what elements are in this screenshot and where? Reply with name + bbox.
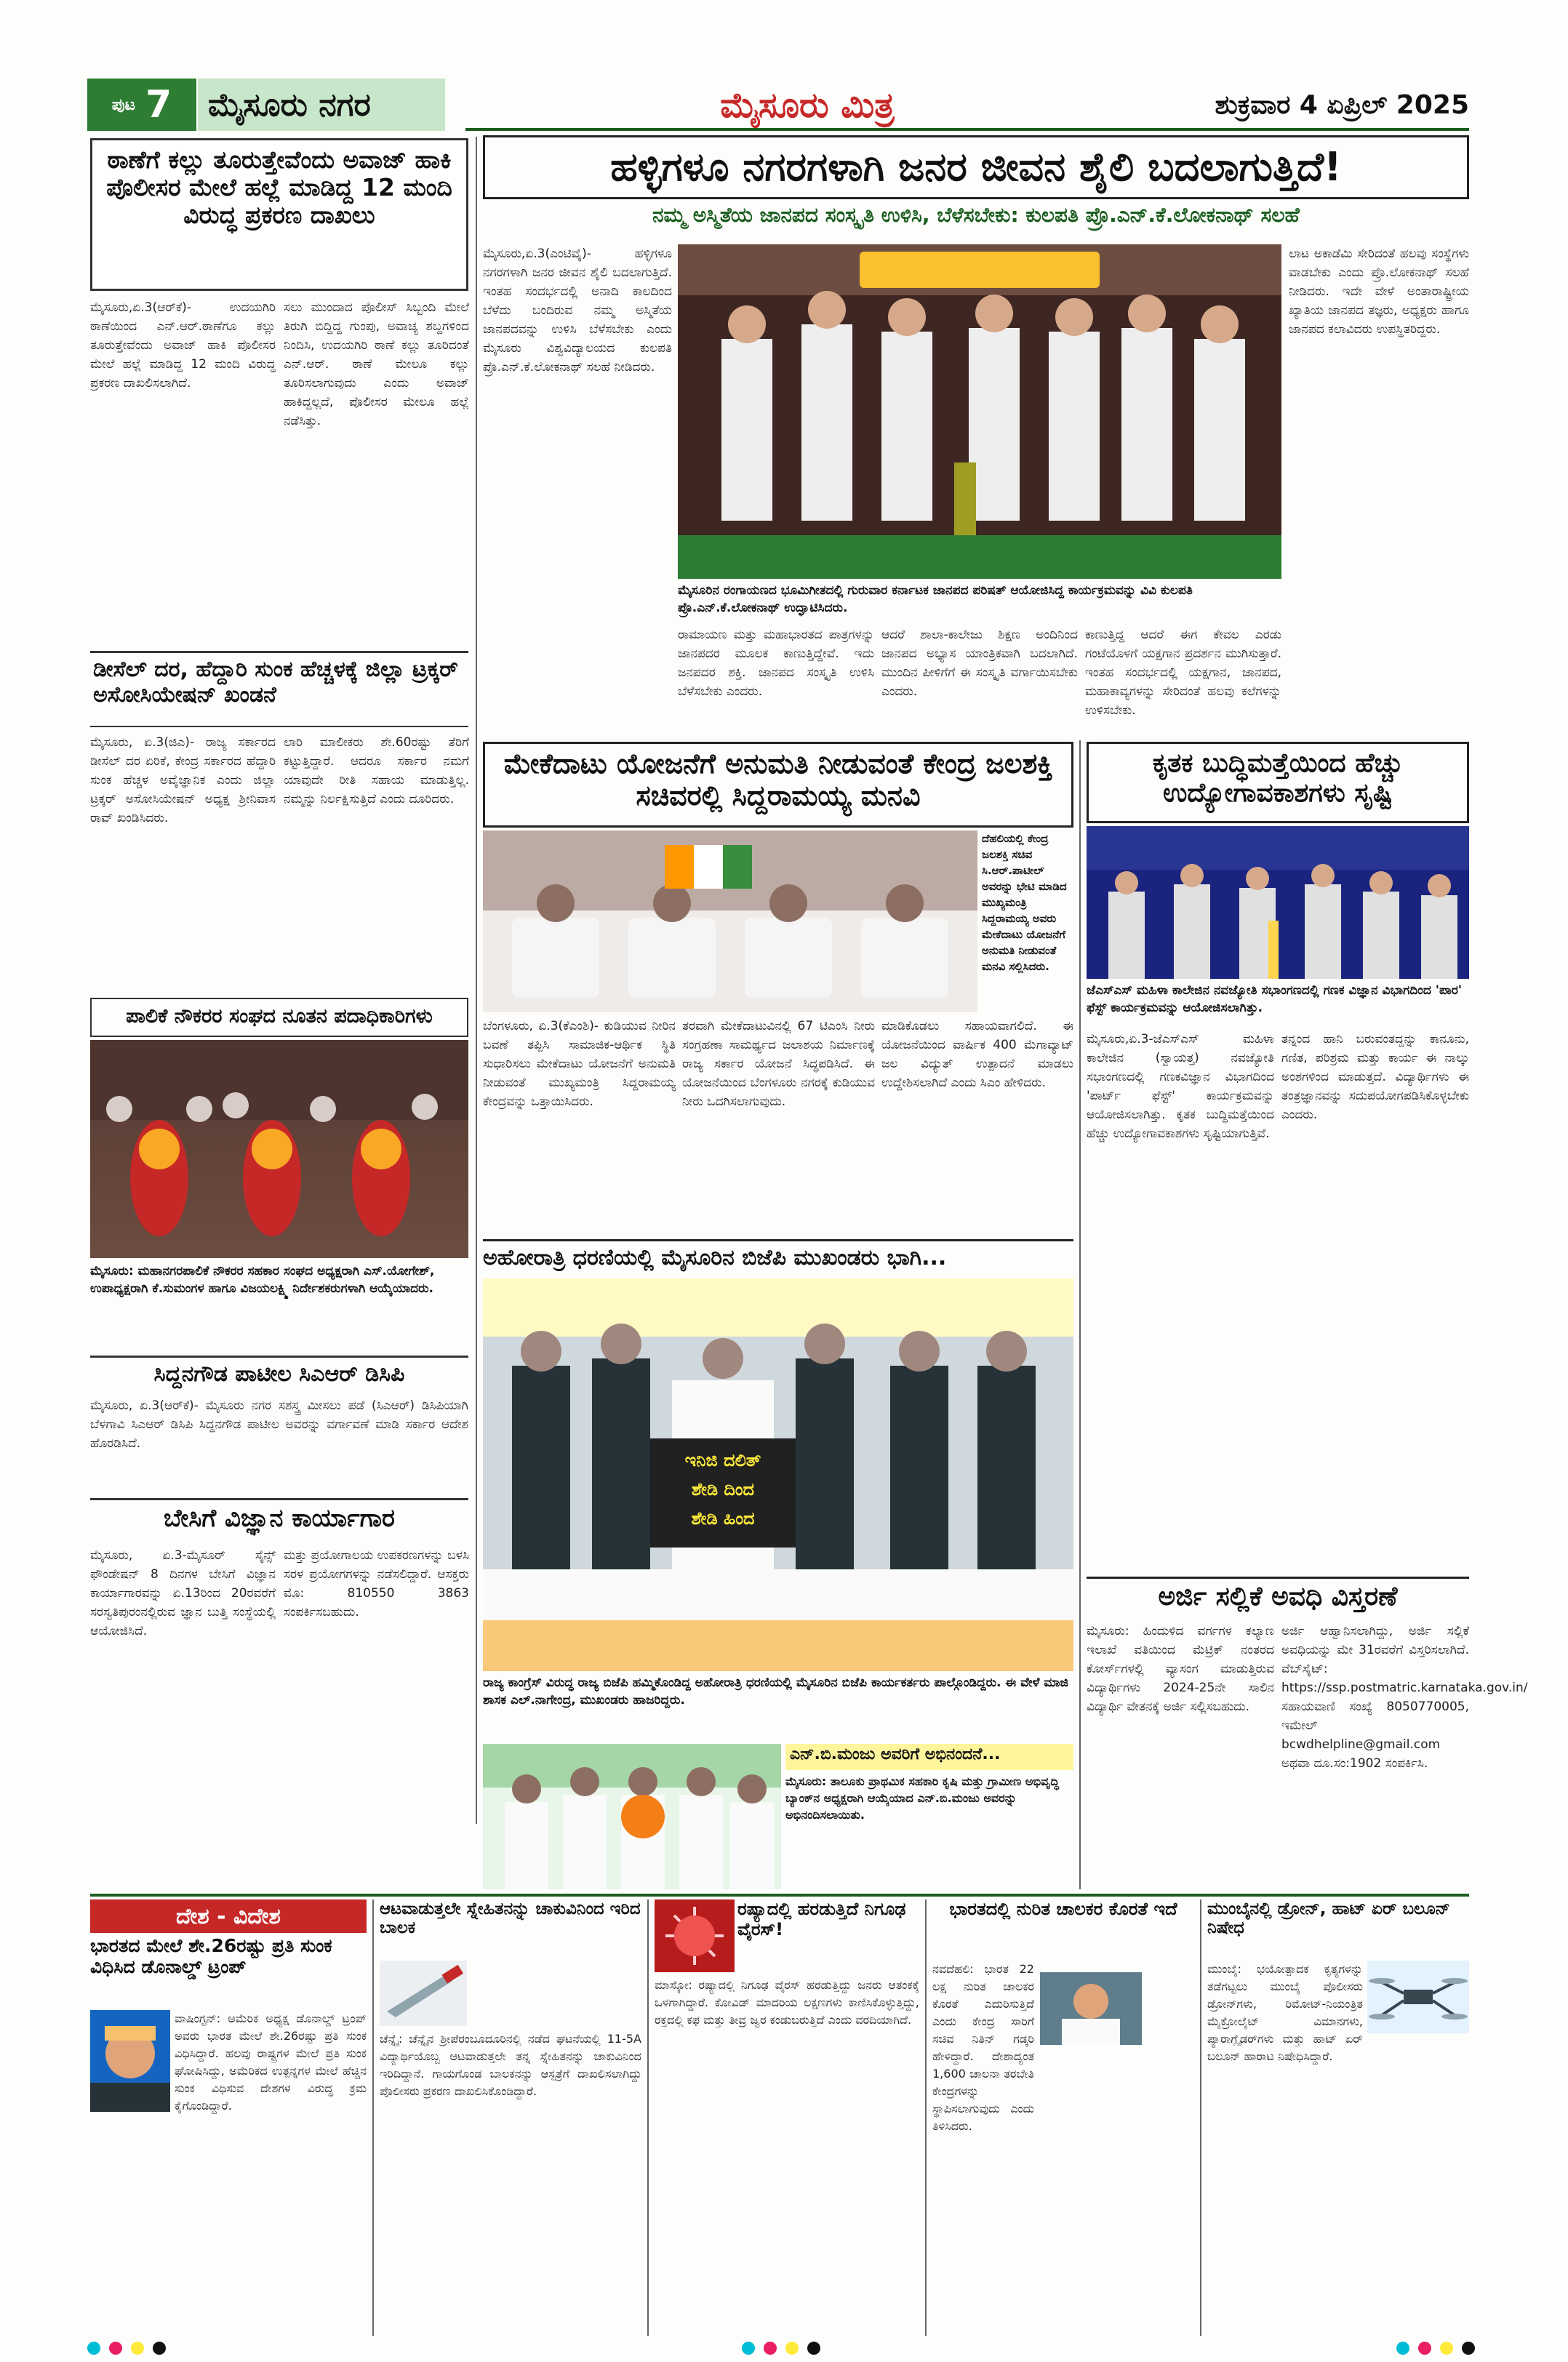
section-tag-nation-world: ದೇಶ - ವಿದೇಶ	[90, 1899, 367, 1933]
protest-banner-line1: ಇನಿಜಿ ದಲಿತ್	[684, 1450, 761, 1470]
column-rule-right	[1079, 740, 1081, 1889]
lead-headline-box	[483, 135, 1469, 199]
story9-caption: ಜೆಎಸ್‌ಎಸ್ ಮಹಿಳಾ ಕಾಲೇಜಿನ ನವಜ್ಯೋತಿ ಸಭಾಂಗಣದಲ್ಲಿ ಗಣಕ ವಿಜ್ಞಾನ ವಿಭಾಗದಿಂದ 'ಪಾರ' ಫೆಸ್ಟ್ ಕಾರ್ಯಕ್ರಮವನ್ನು ಆಯೋಜಿಸಲಾಗಿತ್ತು.	[1087, 983, 1463, 1015]
drone-image	[1367, 1961, 1469, 2033]
story9-body-b: ತನ್ನಂದ ಹಾನಿ ಬರುವಂತದ್ದನ್ನು ಕಾನೂನು, ಗಣಿತ, ಪರಿಶ್ರಮ ಮತ್ತು ಕಾರ್ಯ ಈ ನಾಲ್ಕು ಅಂಶಗಳಿಂದ ಮಾಡುತ್ತದೆ. ವಿದ್ಯಾರ್ಥಿಗಳು ಈ ತಂತ್ರಜ್ಞಾನವನ್ನು ಸದುಪಯೋಗಪಡಿಸಿಕೊಳ್ಳಬೇಕು ಎಂದರು.	[1281, 1032, 1469, 1122]
story5-body-a: ಮೈಸೂರು, ಏ.3-ಮೈಸೂರ್ ಸೈನ್ಸ್ ಫೌಂಡೇಷನ್ 8 ದಿನಗಳ ಬೇಸಿಗೆ ವಿಜ್ಞಾನ ಕಾರ್ಯಾಗಾರವನ್ನು ಏ.13ರಿಂದ 20ರವರೆಗೆ ಸರಸ್ವತಿಪುರಂನಲ್ಲಿರುವ ಜ್ಞಾನ ಬುತ್ತಿ ಸಂಸ್ಥೆಯಲ್ಲಿ ಆಯೋಜಿಸಿದೆ.	[90, 1548, 276, 1638]
b2-headline: ಆಟವಾಡುತ್ತಲೇ ಸ್ನೇಹಿತನನ್ನು ಚಾಕುವಿನಿಂದ ಇರಿದ ಬಾಲಕ	[380, 1899, 641, 1938]
bottom-rule-4	[1200, 1899, 1201, 2336]
story4-body: ಮೈಸೂರು, ಏ.3(ಆರ್‌ಕೆ)- ಮೈಸೂರು ನಗರ ಸಶಸ್ತ್ರ ಮೀಸಲು ಪಡೆ (ಸಿಎಆರ್) ಡಿಸಿಪಿಯಾಗಿ ಬೆಳಗಾವಿ ಸಿಎಆರ್ ಡಿಸಿಪಿ ಸಿದ್ದನಗೌಡ ಪಾಟೀಲ ಅವರನ್ನು ವರ್ಗಾವಣೆ ಮಾಡಿ ಸರ್ಕಾರ ಆದೇಶ ಹೊರಡಿಸಿದೆ.	[90, 1398, 468, 1451]
story7-headline-box	[483, 1239, 1073, 1276]
lead-body-col3: ಆದರೆ ಶಾಲಾ-ಕಾಲೇಜು ಶಿಕ್ಷಣ ಅಂದಿನಿಂದ ಜಾನಪದ ಅಭ್ಯಾಸ ಯಾಂತ್ರಿಕವಾಗಿ ಬದಲಾಗಿದೆ. ಮುಂದಿನ ಪೀಳಿಗೆಗೆ ಈ ಸಂಸ್ಕೃತಿ ವರ್ಗಾಯಿಸಬೇಕು ಎಂದರು.	[881, 628, 1078, 699]
story1-body-b: ಸಲು ಮುಂದಾದ ಪೊಲೀಸ್ ಸಿಬ್ಬಂದಿ ಮೇಲೆ ತಿರುಗಿ ಬಿದ್ದಿದ್ದ ಗುಂಪು, ಅವಾಚ್ಯ ಶಬ್ದಗಳಿಂದ ನಿಂದಿಸಿ, ಉದಯಗಿರಿ ಠಾಣೆ ಕಲ್ಲು ತೂರಿದಂತೆ ಎನ್.ಆರ್. ಠಾಣೆ ಮೇಲೂ ಕಲ್ಲು ತೂರಿಸಲಾಗುವುದು ಎಂದು ಅವಾಜ್ ಹಾಕಿದ್ದಲ್ಲದೆ, ಪೊಲೀಸರ ಮೇಲೂ ಹಲ್ಲೆ ನಡೆಸಿತ್ತು.	[284, 300, 469, 428]
registration-dots-center	[742, 2342, 820, 2355]
lead-body-col4: ಕಾಣುತ್ತಿದ್ದ ಆದರೆ ಈಗ ಕೇವಲ ಎರಡು ಗಂಟೆಯೊಳಗೆ ಯಕ್ಷಗಾನ ಪ್ರದರ್ಶನ ಮುಗಿಸುತ್ತಾರೆ. ಇಂತಹ ಸಂದರ್ಭದಲ್ಲಿ ಯಕ್ಷಗಾನ, ಜಾನಪದ, ಮಹಾಕಾವ್ಯಗಳನ್ನು ಸೇರಿದಂತೆ ಹಲವು ಕಲೆಗಳನ್ನು ಉಳಿಸಬೇಕು.	[1085, 628, 1281, 718]
story4-headline: ಸಿದ್ದನಗೌಡ ಪಾಟೀಲ ಸಿಎಆರ್ ಡಿಸಿಪಿ	[153, 1361, 405, 1387]
protest-banner-line3: ಶೇಡಿ ಹಿಂದ	[691, 1508, 755, 1529]
b1-headline: ಭಾರತದ ಮೇಲೆ ಶೇ.26ರಷ್ಟು ಪ್ರತಿ ಸುಂಕ ವಿಧಿಸಿದ ಡೊನಾಲ್ಡ್ ಟ್ರಂಪ್	[90, 1935, 332, 1977]
knife-image	[380, 1961, 467, 2026]
story1-body-a: ಮೈಸೂರು,ಏ.3(ಆರ್‌ಕೆ)- ಉದಯಗಿರಿ ಠಾಣೆಯಿಂದ ಎನ್.ಆರ್.ಠಾಣೆಗೂ ಕಲ್ಲು ತೂರುತ್ತೇವೆಂದು ಅವಾಜ್ ಹಾಕಿ ಪೊಲೀಸರ ಮೇಲೆ ಹಲ್ಲೆ ಮಾಡಿದ್ದ 12 ಮಂದಿ ವಿರುದ್ಧ ಪ್ರಕರಣ ದಾಖಲಿಸಲಾಗಿದೆ.	[90, 300, 276, 391]
story10-body-b: ಅರ್ಜಿ ಆಹ್ವಾನಿಸಲಾಗಿದ್ದು, ಅರ್ಜಿ ಸಲ್ಲಿಕೆ ಅವಧಿಯನ್ನು ಮೇ 31ರವರೆಗೆ ವಿಸ್ತರಿಸಲಾಗಿದೆ. ವೆಬ್‌ಸೈಟ್: https://ssp.postmatric.karnataka.gov.in/ ಸಹಾಯವಾಣಿ ಸಂಖ್ಯೆ 8050770005, ಇಮೇಲ್ bcwdhelpline@gmail.com ಅಥವಾ ದೂ.ಸಂ:1902 ಸಂಪರ್ಕಿಸಿ.	[1281, 1624, 1528, 1771]
b5-headline-box	[1207, 1899, 1469, 1958]
story8-headline-box	[785, 1744, 1073, 1770]
mekedatu-meeting-photo	[483, 830, 977, 1012]
trump-portrait	[90, 2010, 170, 2112]
registration-dots-left	[87, 2342, 166, 2355]
story9-headline-box	[1087, 742, 1469, 823]
story10-headline: ಅರ್ಜಿ ಸಲ್ಲಿಕೆ ಅವಧಿ ವಿಸ್ತರಣೆ	[1158, 1582, 1398, 1612]
story7-caption: ರಾಜ್ಯ ಕಾಂಗ್ರೆಸ್ ವಿರುದ್ಧ ರಾಜ್ಯ ಬಿಜೆಪಿ ಹಮ್ಮಿಕೊಂಡಿದ್ದ ಅಹೋರಾತ್ರಿ ಧರಣಿಯಲ್ಲಿ ಮೈಸೂರಿನ ಬಿಜೆಪಿ ಕಾರ್ಯಕರ್ತರು ಪಾಲ್ಗೊಂಡಿದ್ದರು. ಈ ವೇಳೆ ಮಾಜಿ ಶಾಸಕ ಎಲ್.ನಾಗೇಂದ್ರ, ಮುಖಂಡರು ಹಾಜರಿದ್ದರು.	[483, 1676, 1068, 1708]
b2-headline-box	[380, 1899, 641, 1958]
story6-side-caption: ದೆಹಲಿಯಲ್ಲಿ ಕೇಂದ್ರ ಜಲಶಕ್ತಿ ಸಚಿವ ಸಿ.ಆರ್.ಪಾಟೀಲ್ ಅವರನ್ನು ಭೇಟಿ ಮಾಡಿದ ಮುಖ್ಯಮಂತ್ರಿ ಸಿದ್ದರಾಮಯ್ಯ ಅವರು ಮೇಕೆದಾಟು ಯೋಜನೆಗೆ ಅನುಮತಿ ನೀಡುವಂತೆ ಮನವಿ ಸಲ್ಲಿಸಿದರು.	[982, 832, 1067, 973]
story6-headline: ಮೇಕೆದಾಟು ಯೋಜನೆಗೆ ಅನುಮತಿ ನೀಡುವಂತೆ ಕೇಂದ್ರ ಜಲಶಕ್ತಿ ಸಚಿವರಲ್ಲಿ ಸಿದ್ದರಾಮಯ್ಯ ಮನವಿ	[503, 748, 1053, 812]
virus-image	[655, 1899, 735, 1972]
story10-body-a: ಮೈಸೂರು: ಹಿಂದುಳಿದ ವರ್ಗಗಳ ಕಲ್ಯಾಣ ಇಲಾಖೆ ವತಿಯಿಂದ ಮೆಟ್ರಿಕ್ ನಂತರದ ಕೋರ್ಸ್‌ಗಳಲ್ಲಿ ವ್ಯಾಸಂಗ ಮಾಡುತ್ತಿರುವ ವಿದ್ಯಾರ್ಥಿಗಳು 2024-25ನೇ ಸಾಲಿನ ವಿದ್ಯಾರ್ಥಿ ವೇತನಕ್ಕೆ ಅರ್ಜಿ ಸಲ್ಲಿಸಬಹುದು.	[1087, 1624, 1274, 1714]
story4-headline-box	[90, 1356, 468, 1395]
bottom-rule-3	[925, 1899, 927, 2336]
page-number: 7	[145, 83, 172, 127]
b3-headline-box	[737, 1899, 919, 1972]
story6-body-b: ತರವಾಗಿ ಮೇಕೆದಾಟುವಿನಲ್ಲಿ 67 ಟಿಎಂಸಿ ನೀರು ಸಂಗ್ರಹಣಾ ಸಾಮರ್ಥ್ಯದ ಜಲಾಶಯ ನಿರ್ಮಾಣಕ್ಕೆ ರಾಜ್ಯ ಸರ್ಕಾರ ಯೋಜನೆ ಸಿದ್ಧಪಡಿಸಿದೆ. ಈ ಯೋಜನೆಯಿಂದ ಬೆಂಗಳೂರು ನಗರಕ್ಕೆ ಕುಡಿಯುವ ನೀರು ಒದಗಿಸಲಾಗುವುದು.	[682, 1019, 875, 1109]
story5-headline: ಬೇಸಿಗೆ ವಿಜ್ಞಾನ ಕಾರ್ಯಾಗಾರ	[164, 1504, 395, 1533]
lead-subhead-box	[483, 204, 1469, 240]
story7-headline: ಅಹೋರಾತ್ರಿ ಧರಣಿಯಲ್ಲಿ ಮೈಸೂರಿನ ಬಿಜೆಪಿ ಮುಖಂಡರು ಭಾಗಿ...	[483, 1245, 947, 1270]
header-rule	[465, 128, 1469, 131]
gadkari-photo	[1040, 1972, 1142, 2045]
story1-headline-box	[90, 138, 468, 291]
lead-body-col2: ರಾಮಾಯಣ ಮತ್ತು ಮಹಾಭಾರತದ ಪಾತ್ರಗಳನ್ನು ಜಾನಪದರ ಮೂಲಕ ಕಾಣುತ್ತಿದ್ದೇವೆ. ಇದು ಜನಪದರ ಶಕ್ತಿ. ಜಾನಪದ ಸಂಸ್ಕೃತಿ ಉಳಿಸಿ ಬೆಳೆಸಬೇಕು ಎಂದರು.	[678, 628, 874, 699]
b5-body: ಮುಂಬೈ: ಭಯೋತ್ಪಾದಕ ಕೃತ್ಯಗಳನ್ನು ತಡೆಗಟ್ಟಲು ಮುಂಬೈ ಪೊಲೀಸರು ಡ್ರೋನ್‌ಗಳು, ರಿಮೋಟ್-ನಿಯಂತ್ರಿತ ಮೈಕ್ರೋಲೈಟ್ ವಿಮಾನಗಳು, ಪ್ಯಾರಾಗ್ಲೈಡರ್‌ಗಳು ಮತ್ತು ಹಾಟ್ ಏರ್ ಬಲೂನ್ ಹಾರಾಟ ನಿಷೇಧಿಸಿದ್ದಾರೆ.	[1207, 1962, 1363, 2063]
story3-headline-box	[90, 998, 468, 1037]
bottom-rule-2	[647, 1899, 649, 2336]
protest-banner-line2: ಶೇಡಿ ದಿಂದ	[691, 1479, 755, 1500]
story2-body-b: ಲಾರಿ ಮಾಲೀಕರು ಶೇ.60ರಷ್ಟು ತೆರಿಗೆ ಕಟ್ಟುತ್ತಿದ್ದಾರೆ. ಆದರೂ ಸರ್ಕಾರ ನಮಗೆ ಯಾವುದೇ ರೀತಿ ಸಹಾಯ ಮಾಡುತ್ತಿಲ್ಲ. ನಮ್ಮನ್ನು ನಿರ್ಲಕ್ಷಿಸುತ್ತಿದೆ ಎಂದು ದೂರಿದರು.	[284, 735, 469, 806]
b1-body: ವಾಷಿಂಗ್ಟನ್: ಅಮೆರಿಕ ಅಧ್ಯಕ್ಷ ಡೊನಾಲ್ಡ್ ಟ್ರಂಪ್ ಅವರು ಭಾರತ ಮೇಲೆ ಶೇ.26ರಷ್ಟು ಪ್ರತಿ ಸುಂಕ ವಿಧಿಸಿದ್ದಾರೆ. ಹಲವು ರಾಷ್ಟ್ರಗಳ ಮೇಲೆ ಪ್ರತಿ ಸುಂಕ ಘೋಷಿಸಿದ್ದು, ಅಮೆರಿಕದ ಉತ್ಪನ್ನಗಳ ಮೇಲೆ ಹೆಚ್ಚಿನ ಸುಂಕ ವಿಧಿಸುವ ದೇಶಗಳ ವಿರುದ್ಧ ಕ್ರಮ ಕೈಗೊಂಡಿದ್ದಾರೆ.	[175, 2011, 367, 2113]
b4-body: ನವದೆಹಲಿ: ಭಾರತ 22 ಲಕ್ಷ ನುರಿತ ಚಾಲಕರ ಕೊರತೆ ಎದುರಿಸುತ್ತಿದೆ ಎಂದು ಕೇಂದ್ರ ಸಾರಿಗೆ ಸಚಿವ ನಿತಿನ್ ಗಡ್ಕರಿ ಹೇಳಿದ್ದಾರೆ. ದೇಶಾದ್ಯಂತ 1,600 ಚಾಲನಾ ತರಬೇತಿ ಕೇಂದ್ರಗಳನ್ನು ಸ್ಥಾಪಿಸಲಾಗುವುದು ಎಂದು ತಿಳಿಸಿದರು.	[932, 1962, 1034, 2133]
section-name: ಮೈಸೂರು ನಗರ	[198, 79, 445, 131]
protest-banner	[657, 1446, 788, 1540]
b3-headline: ರಷ್ಯಾದಲ್ಲಿ ಹರಡುತ್ತಿದೆ ನಿಗೂಢ ವೈರಸ್!	[737, 1899, 906, 1939]
column-rule-left	[476, 137, 477, 1824]
b1-headline-box	[90, 1936, 367, 2009]
story3-caption: ಮೈಸೂರು: ಮಹಾನಗರಪಾಲಿಕೆ ನೌಕರರ ಸಹಕಾರ ಸಂಘದ ಅಧ್ಯಕ್ಷರಾಗಿ ಎಸ್.ಯೋಗೇಶ್, ಉಪಾಧ್ಯಕ್ಷರಾಗಿ ಕೆ.ಸುಮಂಗಳ ಹಾಗೂ ವಿಜಯಲಕ್ಷ್ಮಿ ನಿರ್ದೇಶಕರುಗಳಾಗಿ ಆಯ್ಕೆಯಾದರು.	[90, 1264, 435, 1296]
lead-headline: ಹಳ್ಳಿಗಳೂ ನಗರಗಳಾಗಿ ಜನರ ಜೀವನ ಶೈಲಿ ಬದಲಾಗುತ್ತಿದೆ!	[610, 143, 1342, 190]
story9-headline: ಕೃತಕ ಬುದ್ಧಿಮತ್ತೆಯಿಂದ ಹೆಚ್ಚು ಉದ್ಯೋಗಾವಕಾಶಗಳು ಸೃಷ್ಟಿ	[1152, 748, 1404, 809]
lead-body-col5: ಲಾಟ ಅಕಾಡೆಮಿ ಸೇರಿದಂತೆ ಹಲವು ಸಂಸ್ಥೆಗಳು ವಾಡಬೇಕು ಎಂದು ಪ್ರೊ.ಲೋಕನಾಥ್ ಸಲಹೆ ನೀಡಿದರು. ಇದೇ ವೇಳೆ ಅಂತಾರಾಷ್ಟ್ರೀಯ ಖ್ಯಾತಿಯ ಜಾನಪದ ತಜ್ಞರು, ಅಧ್ಯಕ್ಷರು ಹಾಗೂ ಜಾನಪದ ಕಲಾವಿದರು ಉಪಸ್ಥಿತರಿದ್ದರು.	[1289, 247, 1469, 337]
lead-photo-caption: ಮೈಸೂರಿನ ರಂಗಾಯಣದ ಭೂಮಿಗೀತದಲ್ಲಿ ಗುರುವಾರ ಕರ್ನಾಟಕ ಜಾನಪದ ಪರಿಷತ್ ಆಯೋಜಿಸಿದ್ದ ಕಾರ್ಯಕ್ರಮವನ್ನು ವಿವಿ ಕುಲಪತಿ ಪ್ರೊ.ಎನ್.ಕೆ.ಲೋಕನಾಥ್ ಉದ್ಘಾಟಿಸಿದರು.	[678, 583, 1193, 615]
story1-headline: ಠಾಣೆಗೆ ಕಲ್ಲು ತೂರುತ್ತೇವೆಂದು ಅವಾಜ್ ಹಾಕಿ ಪೊಲೀಸರ ಮೇಲೆ ಹಲ್ಲೆ ಮಾಡಿದ್ದ 12 ಮಂದಿ ವಿರುದ್ಧ ಪ್ರಕರಣ ದಾಖಲು	[106, 145, 452, 229]
page-number-badge	[87, 79, 196, 131]
story9-body-a: ಮೈಸೂರು,ಏ.3-ಜೆಎಸ್‌ಎಸ್ ಮಹಿಳಾ ಕಾಲೇಜಿನ (ಸ್ವಾಯತ್ತ) ನವಜ್ಯೋತಿ ಸಭಾಂಗಣದಲ್ಲಿ ಗಣಕವಿಜ್ಞಾನ ವಿಭಾಗದಿಂದ 'ಪಾರ್ಟ್ ಫೆಸ್ಟ್' ಕಾರ್ಯಕ್ರಮವನ್ನು ಆಯೋಜಿಸಲಾಗಿತ್ತು. ಕೃತಕ ಬುದ್ಧಿಮತ್ತೆಯಿಂದ ಹೆಚ್ಚು ಉದ್ಯೋಗಾವಕಾಶಗಳು ಸೃಷ್ಟಿಯಾಗುತ್ತಿವೆ.	[1087, 1032, 1274, 1141]
story5-body-b: ಮತ್ತು ಪ್ರಯೋಗಾಲಯ ಉಪಕರಣಗಳನ್ನು ಬಳಸಿ ಸರಳ ಪ್ರಯೋಗಗಳನ್ನು ನಡೆಸಲಿದ್ದಾರೆ. ಆಸಕ್ತರು ಮೊ: 810550 3863 ಸಂಪರ್ಕಿಸಬಹುದು.	[284, 1548, 469, 1620]
story2-headline: ಡೀಸೆಲ್ ದರ, ಹೆದ್ದಾರಿ ಸುಂಕ ಹೆಚ್ಚಳಕ್ಕೆ ಜಿಲ್ಲಾ ಟ್ರಕ್ಕರ್ ಅಸೋಸಿಯೇಷನ್ ಖಂಡನೆ	[93, 657, 458, 708]
registration-dots-right	[1396, 2342, 1475, 2355]
story8-caption: ಮೈಸೂರು: ತಾಲೂಕು ಪ್ರಾಥಮಿಕ ಸಹಕಾರಿ ಕೃಷಿ ಮತ್ತು ಗ್ರಾಮೀಣ ಅಭಿವೃದ್ಧಿ ಬ್ಯಾಂಕ್‌ನ ಅಧ್ಯಕ್ಷರಾಗಿ ಆಯ್ಕೆಯಾದ ಎನ್.ಬಿ.ಮಂಜು ಅವರನ್ನು ಅಭಿನಂದಿಸಲಾಯಿತು.	[785, 1774, 1059, 1822]
lead-body-col1: ಮೈಸೂರು,ಏ.3(ಎಂಟಿವೈ)- ಹಳ್ಳಿಗಳೂ ನಗರಗಳಾಗಿ ಜನರ ಜೀವನ ಶೈಲಿ ಬದಲಾಗುತ್ತಿದೆ. ಇಂತಹ ಸಂದರ್ಭದಲ್ಲಿ ಅನಾದಿ ಕಾಲದಿಂದ ಬೆಳೆದು ಬಂದಿರುವ ನಮ್ಮ ಅಸ್ಮಿತೆಯ ಜಾನಪದವನ್ನು ಉಳಿಸಿ ಬೆಳೆಸಬೇಕು ಎಂದು ಮೈಸೂರು ವಿಶ್ವವಿದ್ಯಾಲಯದ ಕುಲಪತಿ ಪ್ರೊ.ಎನ್.ಕೆ.ಲೋಕನಾಥ್ ಸಲಹೆ ನೀಡಿದರು.	[483, 247, 672, 375]
b2-body: ಚೆನ್ನೈ: ಚೆನ್ನೈನ ಶ್ರೀಪೆರಂಬೂದೂರಿನಲ್ಲಿ ನಡೆದ ಘಟನೆಯಲ್ಲಿ 11-5A ವಿದ್ಯಾರ್ಥಿಯೊಬ್ಬ ಆಟವಾಡುತ್ತಲೇ ತನ್ನ ಸ್ನೇಹಿತನನ್ನು ಚಾಕುವಿನಿಂದ ಇರಿದಿದ್ದಾನೆ. ಗಾಯಗೊಂಡ ಬಾಲಕನನ್ನು ಆಸ್ಪತ್ರೆಗೆ ದಾಖಲಿಸಲಾಗಿದ್ದು ಪೊಲೀಸರು ಪ್ರಕರಣ ದಾಖಲಿಸಿಕೊಂಡಿದ್ದಾರೆ.	[380, 2032, 641, 2098]
story6-headline-box	[483, 742, 1073, 828]
association-group-photo	[90, 1040, 468, 1258]
story10-headline-box	[1087, 1577, 1469, 1617]
story2-body-a: ಮೈಸೂರು, ಏ.3(ಜಿಎ)- ರಾಜ್ಯ ಸರ್ಕಾರದ ಡೀಸೆಲ್ ದರ ಏರಿಕೆ, ಕೇಂದ್ರ ಸರ್ಕಾರದ ಹೆದ್ದಾರಿ ಸುಂಕ ಹೆಚ್ಚಳ ಅವೈಜ್ಞಾನಿಕ ಎಂದು ಜಿಲ್ಲಾ ಟ್ರಕ್ಕರ್ ಅಸೋಸಿಯೇಷನ್ ಅಧ್ಯಕ್ಷ ಶ್ರೀನಿವಾಸ ರಾವ್ ಖಂಡಿಸಿದರು.	[90, 735, 276, 825]
story5-headline-box	[90, 1498, 468, 1542]
felicitation-photo	[483, 1744, 781, 1889]
story6-body-c: ಮಾಡಿಕೊಡಲು ಸಹಾಯವಾಗಲಿದೆ. ಈ ಯೋಜನೆಯಿಂದ ವಾರ್ಷಿಕ 400 ಮೆಗಾವ್ಯಾಟ್ ಜಲ ವಿದ್ಯುತ್ ಉತ್ಪಾದನೆ ಮಾಡಲು ಉದ್ದೇಶಿಸಲಾಗಿದೆ ಎಂದು ಸಿಎಂ ಹೇಳಿದರು.	[881, 1019, 1073, 1090]
story8-headline: ಎನ್.ಬಿ.ಮಂಜು ಅವರಿಗೆ ಅಭಿನಂದನೆ...	[790, 1745, 1001, 1764]
bjp-protest-photo	[483, 1278, 1073, 1671]
b5-headline: ಮುಂಬೈನಲ್ಲಿ ಡ್ರೋನ್, ಹಾಟ್ ಏರ್ ಬಲೂನ್ ನಿಷೇಧ	[1207, 1899, 1450, 1938]
story2-headline-box	[90, 651, 468, 727]
issue-date: ಶುಕ್ರವಾರ 4 ಏಪ್ರಿಲ್ 2025	[1215, 90, 1469, 120]
story6-body-a: ಬೆಂಗಳೂರು, ಏ.3(ಕೆಎಂಶಿ)- ಕುಡಿಯುವ ನೀರಿನ ಬವಣೆ ತಪ್ಪಿಸಿ ಸಾಮಾಜಿಕ-ಆರ್ಥಿಕ ಸ್ಥಿತಿ ಸುಧಾರಿಸಲು ಮೇಕೆದಾಟು ಯೋಜನೆಗೆ ಅನುಮತಿ ನೀಡುವಂತೆ ಮುಖ್ಯಮಂತ್ರಿ ಸಿದ್ದರಾಮಯ್ಯ ಕೇಂದ್ರವನ್ನು ಒತ್ತಾಯಿಸಿದರು.	[483, 1019, 676, 1109]
story3-headline: ಪಾಲಿಕೆ ನೌಕರರ ಸಂಘದ ನೂತನ ಪದಾಧಿಕಾರಿಗಳು	[126, 1005, 433, 1028]
masthead-logo: ಮೈಸೂರು ಮಿತ್ರ	[720, 84, 895, 126]
bottom-rule-1	[372, 1899, 374, 2336]
b3-body: ಮಾಸ್ಕೋ: ರಷ್ಯಾದಲ್ಲಿ ನಿಗೂಢ ವೈರಸ್ ಹರಡುತ್ತಿದ್ದು ಜನರು ಆತಂಕಕ್ಕೆ ಒಳಗಾಗಿದ್ದಾರೆ. ಕೋವಿಡ್ ಮಾದರಿಯ ಲಕ್ಷಣಗಳು ಕಾಣಿಸಿಕೊಳ್ಳುತ್ತಿದ್ದು, ರಕ್ತದಲ್ಲಿ ಕಫ ಮತ್ತು ತೀವ್ರ ಜ್ವರ ಕಂಡುಬರುತ್ತಿದೆ ಎಂದು ವರದಿಯಾಗಿದೆ.	[655, 1978, 919, 2027]
lead-event-photo	[678, 244, 1281, 579]
b4-headline-box	[932, 1899, 1194, 1958]
b4-headline: ಭಾರತದಲ್ಲಿ ನುರಿತ ಚಾಲಕರ ಕೊರತೆ ಇದೆ	[949, 1899, 1177, 1919]
page-label: ಪುಟ	[111, 95, 136, 114]
lead-subhead: ನಮ್ಮ ಅಸ್ಮಿತೆಯ ಜಾನಪದ ಸಂಸ್ಕೃತಿ ಉಳಿಸಿ, ಬೆಳೆಸಬೇಕು: ಕುಲಪತಿ ಪ್ರೊ.ಎನ್.ಕೆ.ಲೋಕನಾಥ್ ಸಲಹೆ	[652, 203, 1300, 227]
ai-event-photo	[1087, 826, 1469, 979]
bottom-strip-rule	[90, 1894, 1469, 1897]
